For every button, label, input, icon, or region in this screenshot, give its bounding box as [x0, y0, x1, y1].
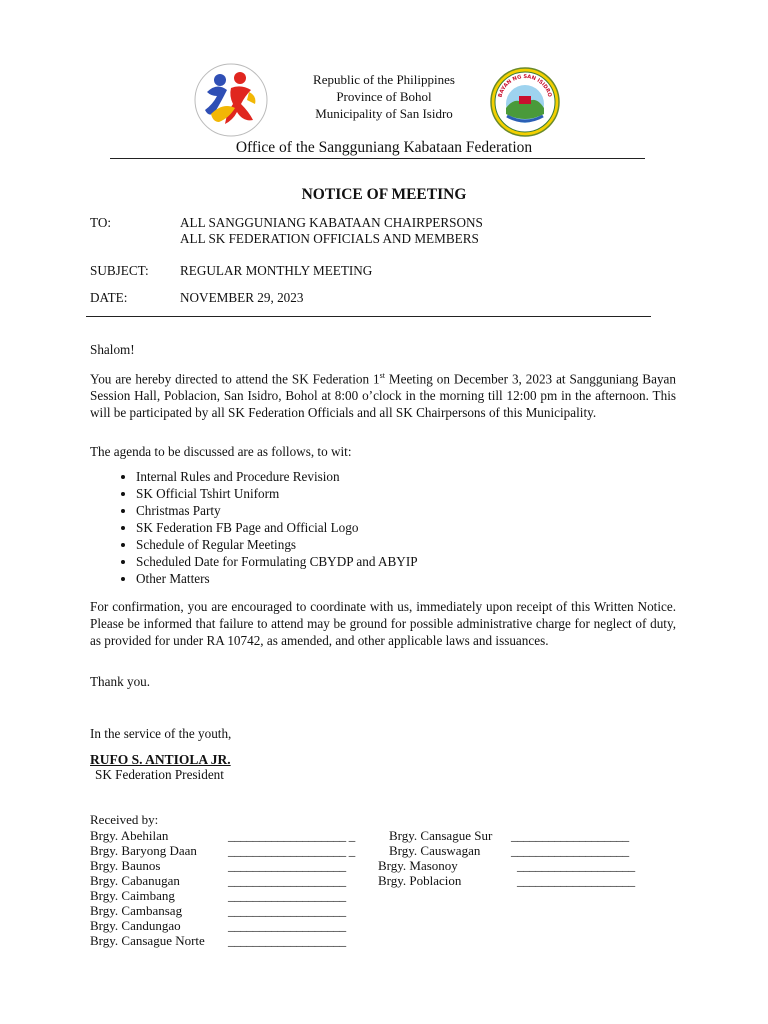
agenda-item: • Scheduled Date for Formulating CBYDP and ABYIP — [136, 553, 418, 570]
signature-line: ___________________ — [228, 873, 346, 888]
barangay-name: Brgy. Cansague Sur — [389, 828, 493, 843]
header-province: Province of Bohol — [336, 89, 432, 104]
signature-line: ___________________ — [511, 828, 629, 843]
sk-logo — [193, 62, 269, 138]
barangay-name: Brgy. Baryong Daan — [90, 843, 197, 858]
municipal-seal — [489, 66, 561, 138]
received-by-label: Received by: — [90, 812, 159, 827]
signature-line: ___________________ _ — [228, 828, 355, 843]
header-divider — [110, 158, 645, 159]
signature-line: ___________________ — [228, 858, 346, 873]
agenda-item: • Internal Rules and Procedure Revision — [136, 468, 418, 485]
date-value: NOVEMBER 29, 2023 — [180, 290, 304, 305]
agenda-item: • Schedule of Regular Meetings — [136, 536, 418, 553]
agenda-item: • SK Federation FB Page and Official Logo — [136, 519, 418, 536]
to-line-1: ALL SANGGUNIANG KABATAAN CHAIRPERSONS — [180, 215, 483, 230]
barangay-name: Brgy. Cambansag — [90, 903, 183, 918]
signature-line: ___________________ — [517, 873, 635, 888]
signatory-title: SK Federation President — [95, 767, 224, 782]
signature-line: ___________________ — [228, 888, 346, 903]
agenda-item: • Christmas Party — [136, 502, 418, 519]
barangay-name: Brgy. Candungao — [90, 918, 181, 933]
barangay-name: Brgy. Cabanugan — [90, 873, 180, 888]
barangay-name: Brgy. Baunos — [90, 858, 161, 873]
notice-title: NOTICE OF MEETING — [301, 186, 467, 203]
to-line-2: ALL SK FEDERATION OFFICIALS AND MEMBERS — [180, 231, 479, 246]
header-republic: Republic of the Philippines — [313, 72, 455, 87]
agenda-item: • SK Official Tshirt Uniform — [136, 485, 418, 502]
signature-line: ___________________ — [228, 933, 346, 948]
subject-value: REGULAR MONTHLY MEETING — [180, 263, 373, 278]
agenda-item: • Other Matters — [136, 570, 418, 587]
barangay-name: Brgy. Cansague Norte — [90, 933, 205, 948]
date-label: DATE: — [90, 290, 128, 305]
barangay-name: Brgy. Poblacion — [378, 873, 462, 888]
signature-line: ___________________ _ — [228, 843, 355, 858]
agenda-list — [112, 468, 418, 587]
memo-divider — [86, 316, 651, 317]
signatory-name: RUFO S. ANTIOLA JR. — [90, 752, 231, 767]
barangay-name: Brgy. Abehilan — [90, 828, 169, 843]
paragraph-meeting-part1: You are hereby directed to attend the SK Federation 1 — [90, 371, 380, 387]
seal-text: BAYAN NG SAN ISIDRO — [497, 73, 553, 99]
to-label: TO: — [90, 215, 112, 230]
agenda-intro: The agenda to be discussed are as follows, to wit: — [90, 444, 352, 459]
barangay-name: Brgy. Caimbang — [90, 888, 175, 903]
closing-line: In the service of the youth, — [90, 726, 232, 741]
subject-label: SUBJECT: — [90, 263, 149, 278]
barangay-name: Brgy. Causwagan — [389, 843, 481, 858]
thank-you: Thank you. — [90, 674, 151, 689]
office-title: Office of the Sangguniang Kabataan Federation — [235, 139, 533, 156]
signature-line: ___________________ — [228, 903, 346, 918]
paragraph-meeting — [90, 367, 676, 421]
greeting: Shalom! — [90, 342, 135, 357]
signature-line: ___________________ — [228, 918, 346, 933]
paragraph-meeting-part2: Meeting on December 3, 2023 at Sangguniang Bayan Session Hall, Poblacion, San Isidro, Bohol at 8:00 o’clock in the morning till 12:00 pm in the afternoon. This will be participated by all SK Federation Officials and all SK Chairpersons of this Municipality. — [90, 371, 676, 421]
signature-line: ___________________ — [517, 858, 635, 873]
paragraph-confirmation: For confirmation, you are encouraged to coordinate with us, immediately upon receipt of this Written Notice. Please be informed that failure to attend may be ground for possible administrative charge for neglect of duty, as provided for under RA 10742, as amended, and other applicable laws and issuances. — [90, 599, 676, 648]
header-municipality: Municipality of San Isidro — [315, 106, 453, 121]
barangay-name: Brgy. Masonoy — [378, 858, 458, 873]
signature-line: ___________________ — [511, 843, 629, 858]
ordinal-suffix: st — [379, 371, 385, 380]
